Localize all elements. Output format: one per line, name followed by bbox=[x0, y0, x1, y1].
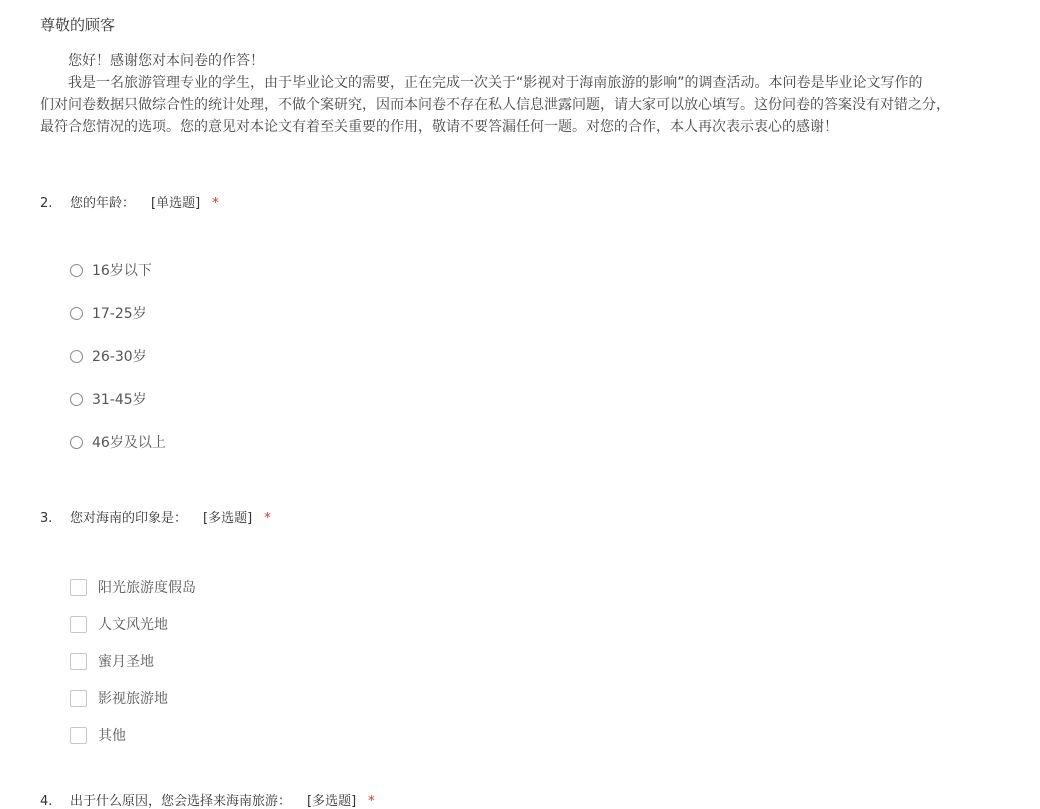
impression-option-other[interactable] bbox=[70, 725, 126, 745]
option-label: 人文风光地 bbox=[98, 617, 168, 633]
impression-option-sunshine-resort[interactable] bbox=[70, 577, 196, 597]
age-option-17-25[interactable] bbox=[70, 303, 147, 323]
intro-body bbox=[40, 50, 1040, 138]
intro-line-1: 我是一名旅游管理专业的学生，由于毕业论文的需要，正在完成一次关于“影视对于海南旅游的影响”的调查活动。本问卷是毕业论文写作的 bbox=[68, 75, 923, 91]
age-option-26-30[interactable] bbox=[70, 346, 147, 366]
age-option-under-16[interactable] bbox=[70, 260, 152, 280]
intro-title: 尊敬的顾客 bbox=[40, 16, 116, 34]
option-label: 阳光旅游度假岛 bbox=[98, 580, 196, 596]
option-label: 31-45岁 bbox=[92, 392, 147, 408]
radio-button[interactable] bbox=[70, 264, 83, 277]
radio-button[interactable] bbox=[70, 436, 83, 449]
option-label: 16岁以下 bbox=[92, 263, 152, 279]
checkbox[interactable] bbox=[70, 579, 87, 596]
age-option-31-45[interactable] bbox=[70, 389, 147, 409]
checkbox[interactable] bbox=[70, 616, 87, 633]
intro-greeting: 您好！感谢您对本问卷的作答！ bbox=[68, 53, 264, 69]
checkbox[interactable] bbox=[70, 690, 87, 707]
option-label: 蜜月圣地 bbox=[98, 654, 154, 670]
radio-button[interactable] bbox=[70, 393, 83, 406]
required-marker: * bbox=[368, 794, 375, 809]
radio-button[interactable] bbox=[70, 307, 83, 320]
required-marker: * bbox=[264, 511, 271, 526]
option-label: 46岁及以上 bbox=[92, 435, 166, 451]
question-type: [单选题] bbox=[151, 196, 201, 211]
impression-option-culture-scenery[interactable] bbox=[70, 614, 168, 634]
question-type: [多选题] bbox=[203, 511, 253, 526]
question-4-title bbox=[40, 790, 375, 809]
question-2-title bbox=[40, 192, 219, 211]
intro-line-2: 们对问卷数据只做综合性的统计处理，不做个案研究，因而本问卷不存在私人信息泄露问题，请大家可以放心填写。这份问卷的答案没有对错之分， bbox=[40, 97, 950, 113]
question-number: 4. bbox=[40, 794, 53, 809]
question-text: 您的年龄： bbox=[70, 196, 136, 211]
radio-button[interactable] bbox=[70, 350, 83, 363]
option-label: 影视旅游地 bbox=[98, 691, 168, 707]
question-number: 2. bbox=[40, 196, 53, 211]
checkbox[interactable] bbox=[70, 653, 87, 670]
question-type: [多选题] bbox=[307, 794, 357, 809]
checkbox[interactable] bbox=[70, 727, 87, 744]
option-label: 其他 bbox=[98, 728, 126, 744]
option-label: 26-30岁 bbox=[92, 349, 147, 365]
question-text: 您对海南的印象是： bbox=[70, 511, 188, 526]
option-label: 17-25岁 bbox=[92, 306, 147, 322]
age-option-46-plus[interactable] bbox=[70, 432, 166, 452]
question-3-title bbox=[40, 507, 271, 526]
question-number: 3. bbox=[40, 511, 53, 526]
impression-option-honeymoon[interactable] bbox=[70, 651, 154, 671]
intro-line-3: 最符合您情况的选项。您的意见对本论文有着至关重要的作用，敬请不要答漏任何一题。对您的合作，本人再次表示衷心的感谢！ bbox=[40, 119, 838, 135]
required-marker: * bbox=[212, 196, 219, 211]
impression-option-film-tourism[interactable] bbox=[70, 688, 168, 708]
question-text: 出于什么原因，您会选择来海南旅游： bbox=[70, 794, 292, 809]
